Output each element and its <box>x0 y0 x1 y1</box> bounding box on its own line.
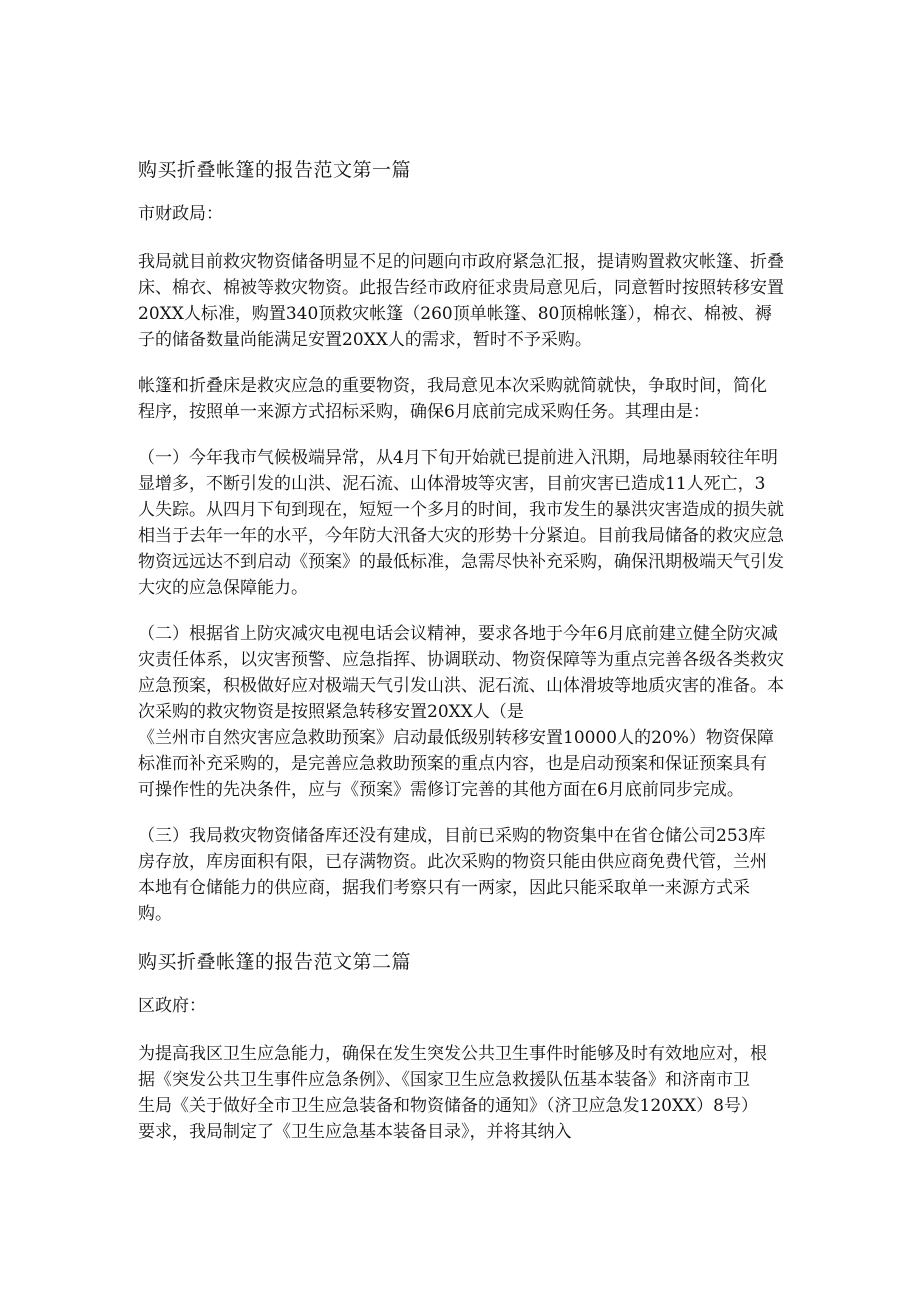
text-line: 人失踪。从四月下旬到现在，短短一个多月的时间，我市发生的暴洪灾害造成的损失就 <box>138 500 784 520</box>
text-line: 标准而补充采购的，是完善应急救助预案的重点内容，也是启动预案和保证预案具有 <box>138 754 767 774</box>
text-line: 20XX人标准，购置340顶救灾帐篷（260顶单帐篷、80顶棉帐篷），棉衣、棉被、褥 <box>138 304 772 324</box>
text-line: （三）我局救灾物资储备库还没有建成，目前已采购的物资集中在省仓储公司253库 <box>138 826 766 846</box>
text-line: 房存放，库房面积有限，已存满物资。此次采购的物资只能由供应商免费代管，兰州 <box>138 852 767 872</box>
section-1-paragraph-4 <box>138 621 788 803</box>
text-line: 灾责任体系，以灾害预警、应急指挥、协调联动、物资保障等为重点完善各级各类救灾 <box>138 650 784 670</box>
document-page <box>138 155 788 1165</box>
section-1-paragraph-2 <box>138 373 788 425</box>
text-line: （一）今年我市气候极端异常，从4月下旬开始就已提前进入汛期，局地暴雨较往年明 <box>138 448 778 468</box>
text-line: 生局《关于做好全市卫生应急装备和物资储备的通知》（济卫应急发120XX）8号） <box>138 1096 758 1116</box>
text-line: 我局就目前救灾物资储备明显不足的问题向市政府紧急汇报，提请购置救灾帐篷、折叠 <box>138 252 784 272</box>
text-line: 据《突发公共卫生事件应急条例》、《国家卫生应急救援队伍基本装备》和济南市卫 <box>138 1070 750 1090</box>
section-1-title: 购买折叠帐篷的报告范文第一篇 <box>138 159 412 181</box>
text-line: 为提高我区卫生应急能力，确保在发生突发公共卫生事件时能够及时有效地应对，根 <box>138 1044 767 1064</box>
section-2-salutation: 区政府： <box>138 996 206 1016</box>
text-line: 程序，按照单一来源方式招标采购，确保6月底前完成采购任务。其理由是： <box>138 402 710 422</box>
text-line: 帐篷和折叠床是救灾应急的重要物资，我局意见本次采购就简就快，争取时间，简化 <box>138 376 767 396</box>
text-line: 购。 <box>138 904 172 924</box>
text-line: 显增多，不断引发的山洪、泥石流、山体滑坡等灾害，目前灾害已造成11人死亡，3 <box>138 474 766 494</box>
text-line: 可操作性的先决条件，应与《预案》需修订完善的其他方面在6月底前同步完成。 <box>138 780 744 800</box>
section-1-paragraph-5 <box>138 823 788 927</box>
text-line: 物资远远达不到启动《预案》的最低标准，急需尽快补充采购，确保汛期极端天气引发 <box>138 552 784 572</box>
section-1-paragraph-3 <box>138 445 788 601</box>
section-2-paragraph-1 <box>138 1041 788 1145</box>
section-1-paragraph-1 <box>138 249 788 353</box>
section-1-salutation: 市财政局： <box>138 204 223 224</box>
text-line: 大灾的应急保障能力。 <box>138 578 308 598</box>
text-line: 次采购的救灾物资是按照紧急转移安置20XX人（是 <box>138 702 524 722</box>
text-line: 子的储备数量尚能满足安置20XX人的需求，暂时不予采购。 <box>138 330 592 350</box>
section-2-title: 购买折叠帐篷的报告范文第二篇 <box>138 951 412 973</box>
text-line: （二）根据省上防灾减灾电视电话会议精神，要求各地于今年6月底前建立健全防灾减 <box>138 624 778 644</box>
text-line: 应急预案，积极做好应对极端天气引发山洪、泥石流、山体滑坡等地质灾害的准备。本 <box>138 676 784 696</box>
text-line: 相当于去年一年的水平，今年防大汛备大灾的形势十分紧迫。目前我局储备的救灾应急 <box>138 526 784 546</box>
text-line: 要求，我局制定了《卫生应急基本装备目录》，并将其纳入 <box>138 1122 572 1142</box>
text-line: 《兰州市自然灾害应急救助预案》启动最低级别转移安置10000人的20%）物资保障 <box>138 728 774 748</box>
text-line: 本地有仓储能力的供应商，据我们考察只有一两家，因此只能采取单一来源方式采 <box>138 878 750 898</box>
text-line: 床、棉衣、棉被等救灾物资。此报告经市政府征求贵局意见后，同意暂时按照转移安置 <box>138 278 784 298</box>
